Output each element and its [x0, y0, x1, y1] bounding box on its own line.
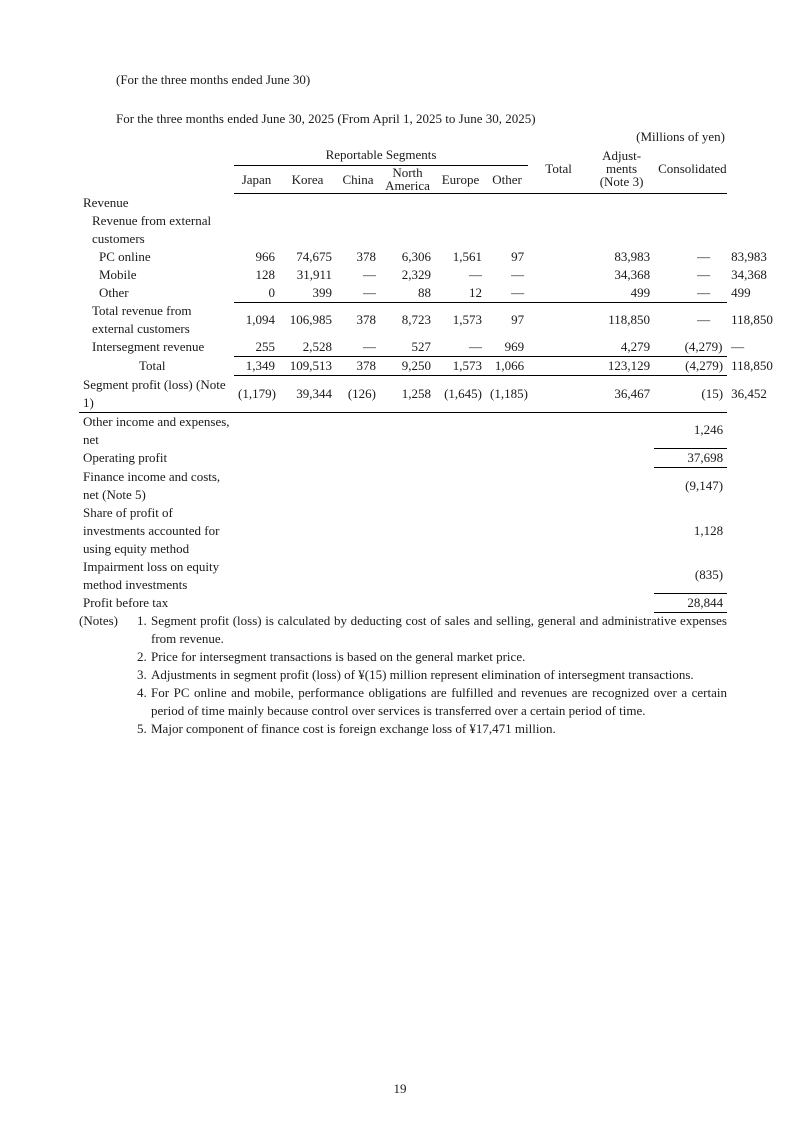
note-number: 1. [137, 613, 147, 628]
note-item [79, 648, 727, 666]
note-text: Segment profit (loss) is calculated by deducting cost of sales and selling, general and administrative expenses from revenue. [151, 613, 727, 646]
notes-prefix [79, 648, 137, 666]
table-row: Segment profit (loss) (Note 1) (1,179) 39,344 (126) 1,258 (1,645) (1,185) 36,467 (15) 36,452 [79, 376, 727, 413]
table-row: Intersegment revenue 255 2,528 ― 527 ― 969 4,279 (4,279) ― [79, 338, 727, 357]
col-europe: Europe [435, 165, 486, 193]
col-japan: Japan [234, 165, 279, 193]
table-row: Mobile 128 31,911 ― 2,329 ― ― 34,368 ― 34,368 [99, 266, 767, 282]
table-row: Finance income and costs, net (Note 5) (9,147) [83, 468, 724, 502]
table-row: PC online 966 74,675 378 6,306 1,561 97 83,983 ― 83,983 [99, 248, 767, 264]
reportable-segments-header: Reportable Segments [234, 145, 528, 165]
col-other: Other [486, 165, 528, 193]
notes-prefix [79, 684, 137, 720]
table-row: Profit before tax 28,844 [79, 594, 727, 613]
table-row: Other income and expenses, net 1,246 [79, 412, 727, 449]
table-row: Total 1,349 109,513 378 9,250 1,573 1,066 123,129 (4,279) 118,850 [79, 357, 727, 376]
row-label-revenue-external: Revenue from external customers [92, 212, 212, 246]
table-row: Total revenue from external customers 1,094 106,985 378 8,723 1,573 97 118,850 ― 118,850 [92, 303, 773, 336]
notes-prefix [79, 720, 137, 738]
col-north-america: North America [380, 165, 435, 193]
table-row: Impairment loss on equity method investments (835) [79, 558, 727, 594]
note-number: 5. [137, 721, 147, 736]
col-china: China [336, 165, 380, 193]
col-consolidated: Consolidated [654, 145, 727, 193]
note-text: For PC online and mobile, performance obligations are fulfilled and revenues are recognized over a certain period of time mainly because control over services is transferred over a certain period of time. [151, 685, 727, 718]
unit-note: (Millions of yen) [636, 129, 725, 144]
table-row: Other 0 399 ― 88 12 ― 499 ― 499 [79, 284, 727, 303]
note-item [79, 666, 727, 684]
row-label-revenue: Revenue [83, 194, 129, 210]
notes-prefix [79, 666, 137, 684]
page-number: 19 [393, 1081, 407, 1096]
segment-table [79, 145, 773, 613]
note-text: Adjustments in segment profit (loss) of ¥(15) million represent elimination of intersegment transactions. [151, 667, 694, 682]
note-item [79, 720, 727, 738]
table-row: Share of profit of investments accounted for using equity method 1,128 [83, 504, 724, 556]
period-heading: (For the three months ended June 30) [116, 72, 311, 87]
note-text: Price for intersegment transactions is based on the general market price. [151, 649, 526, 664]
table-row: Operating profit 37,698 [79, 449, 727, 468]
notes-prefix: (Notes) [79, 613, 118, 628]
col-adjustments: Adjust- ments (Note 3) [589, 145, 654, 193]
note-number: 2. [137, 649, 147, 664]
col-total: Total [528, 145, 589, 193]
note-number: 4. [137, 685, 147, 700]
notes-section [79, 612, 727, 738]
sub-heading: For the three months ended June 30, 2025 (From April 1, 2025 to June 30, 2025) [116, 111, 536, 126]
note-number: 3. [137, 667, 147, 682]
note-item [79, 684, 727, 720]
note-text: Major component of finance cost is foreign exchange loss of ¥17,471 million. [151, 721, 556, 736]
note-item [79, 612, 727, 648]
col-korea: Korea [279, 165, 336, 193]
